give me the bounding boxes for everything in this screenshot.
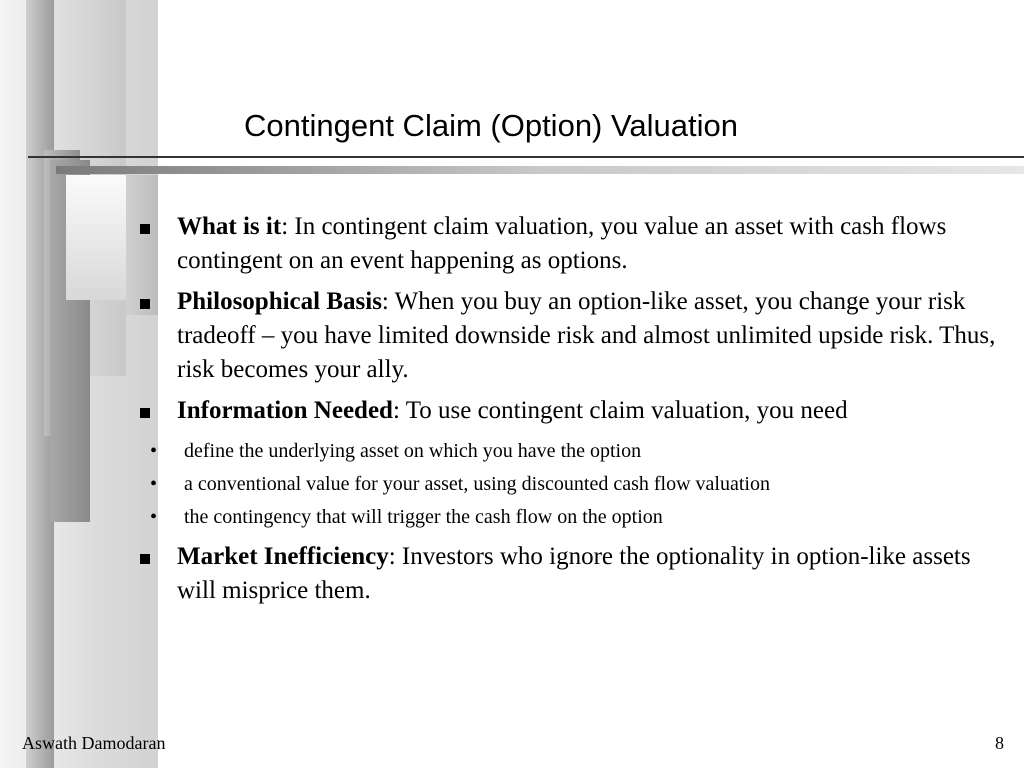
bullet-text: : Investors who ignore the optionality in option-like assets will misprice them.	[177, 543, 971, 604]
bullet-philosophical-basis	[140, 285, 1000, 387]
dot-bullet-icon: •	[150, 440, 158, 462]
bullet-what-is-it	[140, 210, 1000, 278]
sub-bullet-text: a conventional value for your asset, using discounted cash flow valuation	[184, 473, 770, 495]
footer-author: Aswath Damodaran	[22, 733, 166, 753]
title-gradient-bar	[56, 166, 1024, 174]
square-bullet-icon	[140, 554, 150, 564]
bullet-text: : To use contingent claim valuation, you need	[392, 397, 848, 424]
bullet-heading: What is it	[177, 213, 282, 240]
bullet-market-inefficiency	[140, 540, 1000, 608]
slide-title: Contingent Claim (Option) Valuation	[244, 108, 738, 143]
bullet-information-needed	[140, 394, 1000, 428]
square-bullet-icon	[140, 408, 150, 418]
bullet-heading: Market Inefficiency	[177, 543, 389, 570]
sub-bullet-item	[140, 501, 1000, 534]
title-underline	[28, 156, 1024, 158]
slide-content	[140, 210, 1000, 615]
dot-bullet-icon: •	[150, 473, 158, 495]
square-bullet-icon	[140, 299, 150, 309]
sub-bullet-text: the contingency that will trigger the cash flow on the option	[184, 506, 663, 528]
bullet-text: : When you buy an option-like asset, you change your risk tradeoff – you have limited downside risk and almost unlimited upside risk. Thus, risk becomes your ally.	[177, 288, 996, 383]
sub-bullet-text: define the underlying asset on which you have the option	[184, 440, 642, 462]
page-number: 8	[995, 733, 1004, 753]
bullet-text: : In contingent claim valuation, you value an asset with cash flows contingent on an event happening as options.	[177, 213, 947, 274]
sub-bullet-list	[140, 435, 1000, 534]
sub-bullet-item	[140, 468, 1000, 501]
sub-bullet-item	[140, 435, 1000, 468]
dot-bullet-icon: •	[150, 506, 158, 528]
background-highlight-block	[66, 175, 126, 300]
bullet-heading: Philosophical Basis	[177, 288, 382, 315]
square-bullet-icon	[140, 224, 150, 234]
bullet-heading: Information Needed	[177, 397, 393, 424]
